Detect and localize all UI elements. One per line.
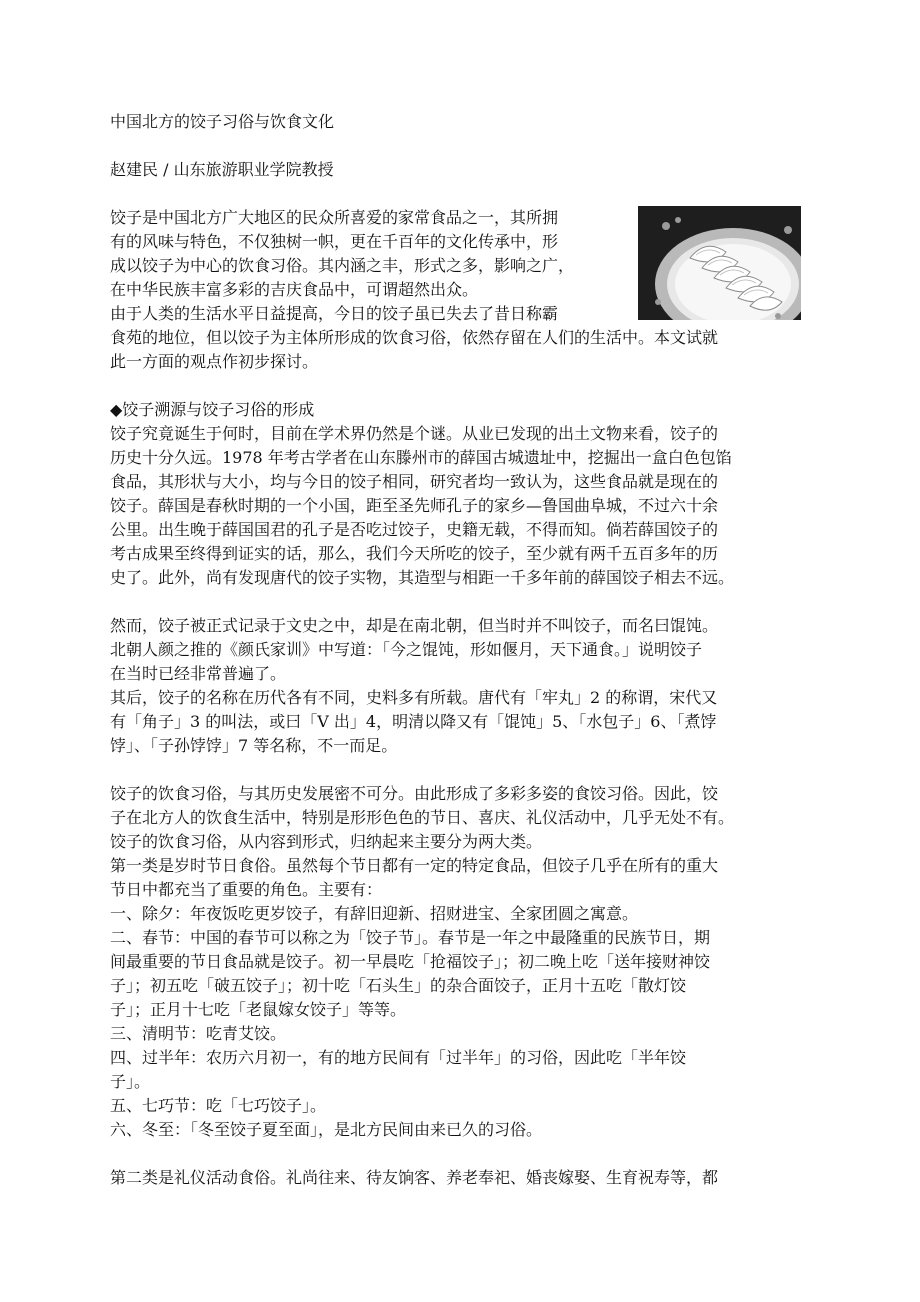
dumplings-photo [638,206,801,320]
body-line: 节日中都充当了重要的角色。主要有： [110,880,383,899]
body-line: 第二类是礼仪活动食俗。礼尚往来、待友饷客、养老奉祀、婚丧嫁娶、生育祝寿等，都 [110,1168,719,1187]
body-line: 食品，其形状与大小，均与今日的饺子相同，研究者均一致认为，这些食品就是现在的 [110,472,719,491]
body-line: 子」。 [110,1072,151,1091]
dumplings-plate-icon [638,206,801,320]
body-line: 子」；初五吃「破五饺子」；初十吃「石头生」的杂合面饺子，正月十五吃「散灯饺 [110,976,687,995]
body-line: 饽」、「子孙饽饽」7 等名称，不一而足。 [110,736,398,755]
body-line: 三、清明节：吃青艾饺。 [110,1024,287,1043]
body-line: 成以饺子为中心的饮食习俗。其内涵之丰，形式之多，影响之广， [110,256,575,275]
body-line: 子在北方人的饮食生活中，特别是形形色色的节日、喜庆、礼仪活动中，几乎无处不有。 [110,808,735,827]
body-line: 由于人类的生活水平日益提高，今日的饺子虽已失去了昔日称霸 [110,304,559,323]
body-line: 饺子究竟诞生于何时，目前在学术界仍然是个谜。从业已发现的出土文物来看，饺子的 [110,424,719,443]
article-title: 中国北方的饺子习俗与饮食文化 [110,112,335,131]
body-line: 饺子是中国北方广大地区的民众所喜爱的家常食品之一，其所拥 [110,208,559,227]
body-line: 子」；正月十七吃「老鼠嫁女饺子」等等。 [110,1000,407,1019]
body-line: 二、春节：中国的春节可以称之为「饺子节」。春节是一年之中最隆重的民族节日，期 [110,928,711,947]
body-line: 考古成果至终得到证实的话，那么，我们今天所吃的饺子，至少就有两千五百多年的历 [110,544,719,563]
body-line: 五、七巧节：吃「七巧饺子」。 [110,1096,327,1115]
body-line: 公里。出生晚于薛国国君的孔子是否吃过饺子，史籍无载，不得而知。倘若薛国饺子的 [110,520,719,539]
body-line: 四、过半年：农历六月初一，有的地方民间有「过半年」的习俗，因此吃「半年饺 [110,1048,687,1067]
body-line: 间最重要的节日食品就是饺子。初一早晨吃「抢福饺子」；初二晚上吃「送年接财神饺 [110,952,711,971]
article-author: 赵建民 / 山东旅游职业学院教授 [110,160,334,179]
body-line: 在当时已经非常普遍了。 [110,664,287,683]
body-line: 饺子。薛国是春秋时期的一个小国，距至圣先师孔子的家乡—鲁国曲阜城，不过六十余 [110,496,719,515]
body-line: 有「角子」3 的叫法，或曰「V 出」4，明清以降又有「馄饨」5、「水包子」6、「煮饽 [110,712,717,731]
body-line: 饺子的饮食习俗，与其历史发展密不可分。由此形成了多彩多姿的食饺习俗。因此，饺 [110,784,719,803]
body-line: 六、冬至：「冬至饺子夏至面」，是北方民间由来已久的习俗。 [110,1120,543,1139]
body-line: 饺子的饮食习俗，从内容到形式，归纳起来主要分为两大类。 [110,832,543,851]
body-line: 历史十分久远。1978 年考古学者在山东滕州市的薛国古城遗址中，挖掘出一盒白色包馅 [110,448,732,467]
section-heading: ◆饺子溯源与饺子习俗的形成 [110,400,315,419]
body-line: 此一方面的观点作初步探讨。 [110,352,319,371]
body-line: 食苑的地位，但以饺子为主体所形成的饮食习俗，依然存留在人们的生活中。本文试就 [110,328,719,347]
body-line: 有的风味与特色，不仅独树一帜，更在千百年的文化传承中，形 [110,232,559,251]
body-line: 北朝人颜之推的《颜氏家训》中写道：「今之馄饨，形如偃月，天下通食。」说明饺子 [110,640,703,659]
body-line: 一、除夕：年夜饭吃更岁饺子，有辞旧迎新、招财进宝、全家团圆之寓意。 [110,904,639,923]
body-line: 然而，饺子被正式记录于文史之中，却是在南北朝，但当时并不叫饺子，而名曰馄饨。 [110,616,719,635]
body-line: 史了。此外，尚有发现唐代的饺子实物，其造型与相距一千多年前的薛国饺子相去不远。 [110,568,735,587]
body-line: 在中华民族丰富多彩的吉庆食品中，可谓超然出众。 [110,280,479,299]
body-line: 第一类是岁时节日食俗。虽然每个节日都有一定的特定食品，但饺子几乎在所有的重大 [110,856,719,875]
body-line: 其后，饺子的名称在历代各有不同，史料多有所载。唐代有「牢丸」2 的称谓，宋代又 [110,688,718,707]
